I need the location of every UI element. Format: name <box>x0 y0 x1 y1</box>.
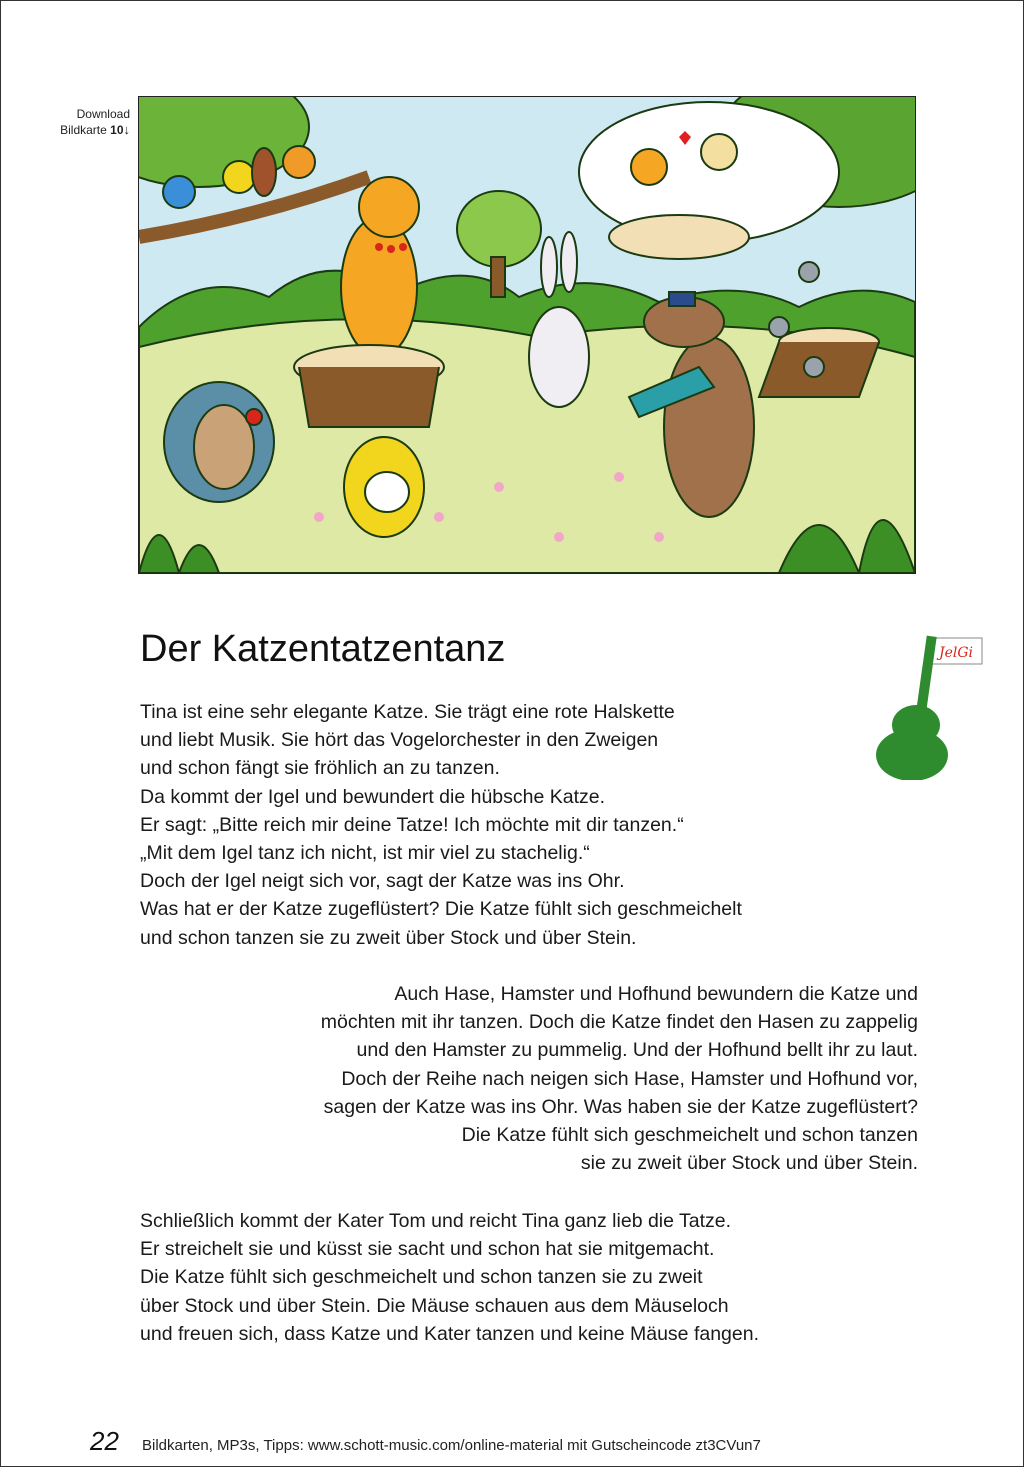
page-title: Der Katzentatzentanz <box>140 628 506 670</box>
text-line: möchten mit ihr tanzen. Doch die Katze findet den Hasen zu zappelig <box>320 1011 918 1034</box>
jelgi-logo <box>868 630 988 780</box>
text-line: sagen der Katze was ins Ohr. Was haben sie der Katze zugeflüstert? <box>323 1095 918 1118</box>
text-line: „Mit dem Igel tanz ich nicht, ist mir viel zu stachelig.“ <box>140 842 590 865</box>
text-line: Da kommt der Igel und bewundert die hübsche Katze. <box>140 785 606 808</box>
arrow-down-icon: ↓ <box>123 122 130 137</box>
paragraph-2 <box>321 980 918 1177</box>
guitar-icon <box>868 630 988 780</box>
paragraph-3 <box>140 1207 759 1348</box>
bildkarte-number: 10 <box>110 123 124 137</box>
footer <box>90 1426 970 1457</box>
text-line: Tina ist eine sehr elegante Katze. Sie trägt eine rote Halskette <box>140 701 675 723</box>
text-line: und liebt Musik. Sie hört das Vogelorchester in den Zweigen <box>140 729 659 752</box>
text-line: und freuen sich, dass Katze und Kater tanzen und keine Mäuse fangen. <box>140 1322 760 1345</box>
jelgi-logo-text: JelGi <box>938 645 974 661</box>
text-line: über Stock und über Stein. Die Mäuse schauen aus dem Mäuseloch <box>140 1294 729 1317</box>
text-line: Die Katze fühlt sich geschmeichelt und schon tanzen sie zu zweit <box>140 1266 703 1289</box>
paragraph-1 <box>140 698 742 952</box>
text-line: Er sagt: „Bitte reich mir deine Tatze! Ich möchte mit dir tanzen.“ <box>140 813 684 836</box>
text-line: sie zu zweit über Stock und über Stein. <box>580 1152 918 1175</box>
text-line: Doch der Reihe nach neigen sich Hase, Hamster und Hofhund vor, <box>341 1067 918 1090</box>
forest-dance-illustration <box>138 96 916 574</box>
footer-text: Bildkarten, MP3s, Tipps: www.schott-music.com/online-material mit Gutscheincode zt3CVun7 <box>142 1437 761 1454</box>
text-line: und schon fängt sie fröhlich an zu tanzen. <box>140 757 500 780</box>
download-label: Download <box>76 107 130 121</box>
text-line: Auch Hase, Hamster und Hofhund bewundern die Katze und <box>394 983 918 1005</box>
page-number: 22 <box>90 1426 119 1456</box>
text-line: und den Hamster zu pummelig. Und der Hofhund bellt ihr zu laut. <box>356 1039 918 1062</box>
bildkarte-label: Bildkarte <box>60 123 111 137</box>
text-line: Was hat er der Katze zugeflüstert? Die Katze fühlt sich geschmeichelt <box>140 898 742 921</box>
text-line: Er streichelt sie und küsst sie sacht und schon hat sie mitgemacht. <box>140 1238 715 1261</box>
text-line: Doch der Igel neigt sich vor, sagt der Katze was ins Ohr. <box>140 870 625 893</box>
download-note[interactable] <box>30 106 130 138</box>
text-line: und schon tanzen sie zu zweit über Stock und über Stein. <box>140 926 637 949</box>
text-line: Die Katze fühlt sich geschmeichelt und schon tanzen <box>461 1124 918 1147</box>
text-line: Schließlich kommt der Kater Tom und reicht Tina ganz lieb die Tatze. <box>140 1210 732 1232</box>
